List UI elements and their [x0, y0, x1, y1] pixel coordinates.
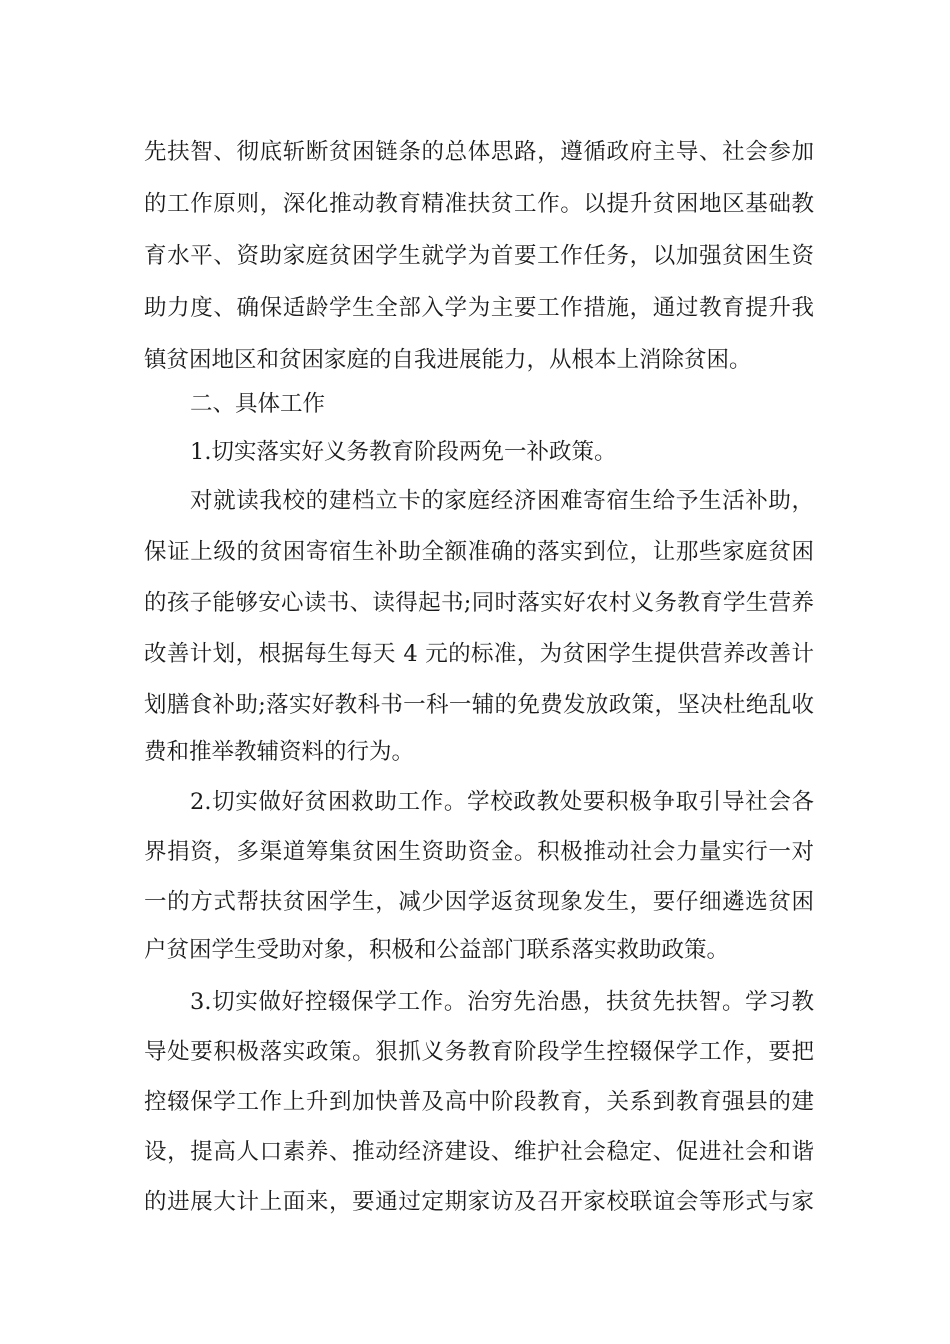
- item-title: 1.切实落实好义务教育阶段两免一补政策。: [190, 439, 617, 465]
- paragraph-line: 镇贫困地区和贫困家庭的自我进展能力，从根本上消除贫困。: [144, 347, 752, 373]
- paragraph-line: 费和推举教辅资料的行为。: [144, 739, 415, 765]
- paragraph-line: 控辍保学工作上升到加快普及高中阶段教育，关系到教育强县的建: [144, 1089, 814, 1115]
- paragraph-line: 设，提高人口素养、推动经济建设、维护社会稳定、促进社会和谐: [144, 1139, 814, 1165]
- paragraph-line: 先扶智、彻底斩断贫困链条的总体思路，遵循政府主导、社会参加: [144, 139, 814, 165]
- paragraph-line: 育水平、资助家庭贫困学生就学为首要工作任务，以加强贫困生资: [144, 243, 814, 269]
- paragraph-line: 改善计划，根据每生每天 4 元的标准，为贫困学生提供营养改善计: [144, 641, 814, 667]
- paragraph-line: 2.切实做好贫困救助工作。学校政教处要积极争取引导社会各: [190, 789, 814, 815]
- paragraph-line: 户贫困学生受助对象，积极和公益部门联系落实救助政策。: [144, 937, 730, 963]
- section-heading: 二、具体工作: [190, 391, 326, 417]
- paragraph-line: 的进展大计上面来，要通过定期家访及召开家校联谊会等形式与家: [144, 1189, 814, 1215]
- paragraph-line: 的孩子能够安心读书、读得起书;同时落实好农村义务教育学生营养: [144, 590, 814, 616]
- paragraph-line: 对就读我校的建档立卡的家庭经济困难寄宿生给予生活补助，: [190, 488, 814, 514]
- paragraph-line: 的工作原则，深化推动教育精准扶贫工作。以提升贫困地区基础教: [144, 191, 814, 217]
- paragraph-line: 界捐资，多渠道筹集贫困生资助资金。积极推动社会力量实行一对: [144, 839, 814, 865]
- paragraph-line: 助力度、确保适龄学生全部入学为主要工作措施，通过教育提升我: [144, 295, 814, 321]
- paragraph-line: 划膳食补助;落实好教科书一科一辅的免费发放政策，坚决杜绝乱收: [144, 692, 814, 718]
- paragraph-line: 3.切实做好控辍保学工作。治穷先治愚，扶贫先扶智。学习教: [190, 989, 814, 1015]
- paragraph-line: 一的方式帮扶贫困学生，减少因学返贫现象发生，要仔细遴选贫困: [144, 889, 814, 915]
- paragraph-line: 保证上级的贫困寄宿生补助全额准确的落实到位，让那些家庭贫困: [144, 539, 814, 565]
- paragraph-line: 导处要积极落实政策。狠抓义务教育阶段学生控辍保学工作，要把: [144, 1039, 814, 1065]
